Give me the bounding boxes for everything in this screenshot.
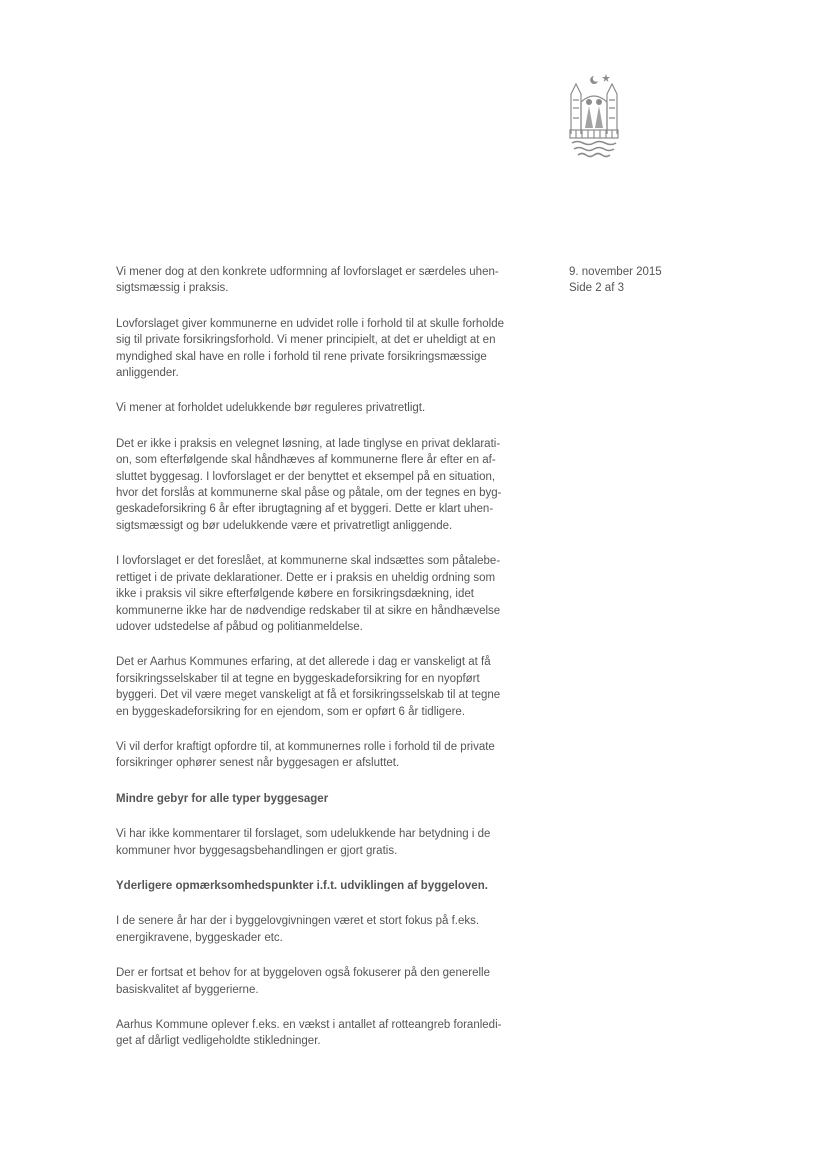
text-line: forsikringsselskaber til at tegne en byggeskadeforsikring for en nyopført bbox=[116, 672, 480, 685]
text-line: basiskvalitet af byggerierne. bbox=[116, 983, 259, 996]
text-line: energikravene, byggeskader etc. bbox=[116, 931, 283, 944]
paragraph-1 bbox=[116, 264, 546, 297]
text-line: Det er Aarhus Kommunes erfaring, at det allerede i dag er vanskeligt at få bbox=[116, 656, 491, 669]
text-line: Lovforslaget giver kommunerne en udvidet rolle i forhold til at skulle forholde bbox=[116, 317, 505, 330]
text-line: geskadeforsikring 6 år efter ibrugtagning af et byggeri. Dette er klart uhen- bbox=[116, 503, 494, 516]
text-line: hvor det forslås at kommunerne skal påse og påtale, om der tegnes en byg- bbox=[116, 487, 502, 500]
document-date: 9. november 2015 bbox=[569, 266, 662, 278]
paragraph-8 bbox=[116, 913, 546, 946]
paragraph-4 bbox=[116, 436, 546, 534]
text-line: myndighed skal have en rolle i forhold til rene private forsikringsmæssige bbox=[116, 350, 487, 363]
section-heading-further-points: Yderligere opmærksomhedspunkter i.f.t. udviklingen af byggeloven. bbox=[116, 879, 488, 892]
text-line: Vi mener dog at den konkrete udformning af lovforslaget er særdeles uhen- bbox=[116, 266, 499, 278]
aarhus-coat-of-arms-logo bbox=[568, 72, 620, 162]
paragraph-9 bbox=[116, 965, 546, 998]
text-line: sigtsmæssigt og bør udelukkende være et privatretligt anliggende. bbox=[116, 519, 453, 532]
document-meta bbox=[569, 264, 662, 296]
text-line: kommuner hvor byggesagsbehandlingen er gjort gratis. bbox=[116, 844, 398, 857]
paragraph-5 bbox=[116, 553, 546, 635]
text-line: Aarhus Kommune oplever f.eks. en vækst i antallet af rotteangreb foranledi- bbox=[116, 1019, 502, 1031]
text-line: anliggender. bbox=[116, 367, 179, 380]
text-line: sluttet byggesag. I lovforslaget er der benyttet et eksempel på en situation, bbox=[116, 470, 496, 483]
text-line: forsikringer ophører senest når byggesagen er afsluttet. bbox=[116, 757, 400, 770]
paragraph-6 bbox=[116, 654, 546, 720]
text-line: udover udstedelse af påbud og politianmeldelse. bbox=[116, 620, 363, 633]
text-line: Vi har ikke kommentarer til forslaget, som udelukkende har betydning i de bbox=[116, 828, 491, 841]
text-line: Vi vil derfor kraftigt opfordre til, at kommunernes rolle i forhold til de private bbox=[116, 740, 495, 753]
text-line: I lovforslaget er det foreslået, at kommunerne skal indsættes som påtalebe- bbox=[116, 555, 501, 568]
text-line: Der er fortsat et behov for at byggeloven også fokuserer på den generelle bbox=[116, 967, 490, 980]
section-heading-fees: Mindre gebyr for alle typer byggesager bbox=[116, 792, 329, 805]
text-line: sig til private forsikringsforhold. Vi mener principielt, at det er uheldigt at en bbox=[116, 334, 496, 347]
paragraph-2 bbox=[116, 316, 546, 382]
text-line: Vi mener at forholdet udelukkende bør reguleres privatretligt. bbox=[116, 402, 426, 415]
text-line: byggeri. Det vil være meget vanskeligt at få et forsikringsselskab til at tegne bbox=[116, 689, 501, 702]
letter-body bbox=[116, 264, 546, 1050]
text-line: on, som efterfølgende skal håndhæves af kommunerne flere år efter en af- bbox=[116, 454, 496, 467]
text-line: sigtsmæssig i praksis. bbox=[116, 282, 229, 295]
text-line: rettiget i de private deklarationer. Dette er i praksis en uheldig ordning som bbox=[116, 571, 496, 584]
text-line: I de senere år har der i byggelovgivningen været et stort fokus på f.eks. bbox=[116, 915, 480, 928]
text-line: kommunerne ikke har de nødvendige redskaber til at sikre en håndhævelse bbox=[116, 604, 501, 617]
text-line: ikke i praksis vil sikre efterfølgende købere en forsikringsdækning, idet bbox=[116, 588, 474, 601]
paragraph-fees bbox=[116, 826, 546, 859]
paragraph-3 bbox=[116, 400, 546, 416]
text-line: en byggeskadeforsikring for en ejendom, som er opført 6 år tidligere. bbox=[116, 705, 466, 718]
paragraph-7 bbox=[116, 739, 546, 772]
paragraph-10 bbox=[116, 1017, 546, 1050]
page-number: Side 2 af 3 bbox=[569, 282, 624, 294]
text-line: get af dårligt vedligeholdte stikledninger. bbox=[116, 1035, 321, 1048]
text-line: Det er ikke i praksis en velegnet løsning, at lade tinglyse en privat deklarati- bbox=[116, 437, 501, 450]
